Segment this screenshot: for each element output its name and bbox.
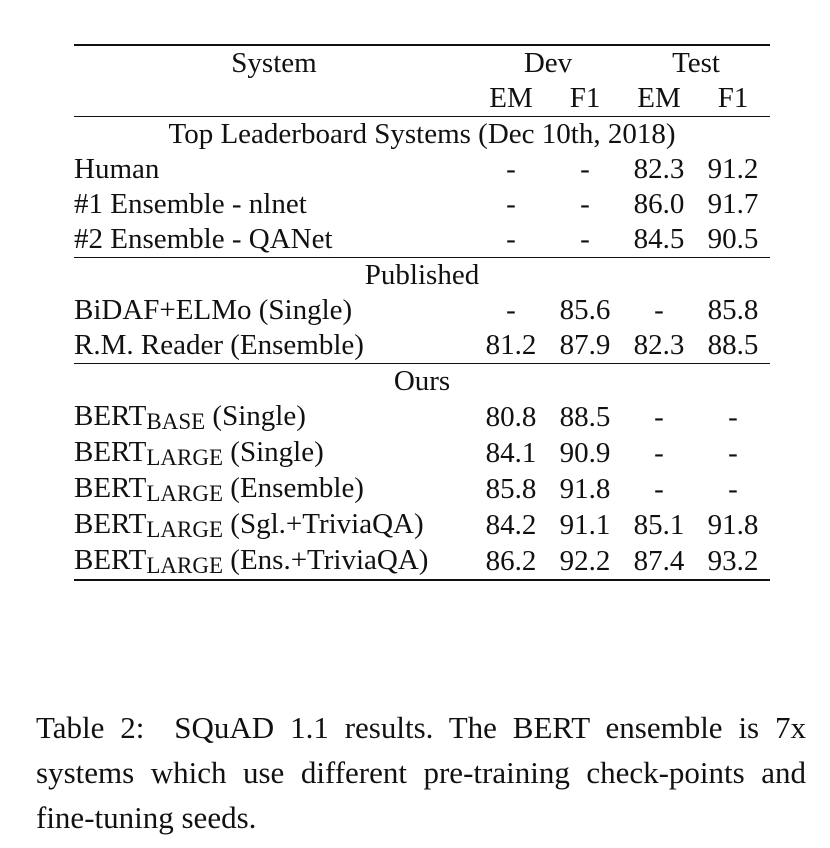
table-row — [74, 399, 770, 435]
system-name: #2 Ensemble - QANet — [74, 222, 474, 258]
test-em-value: 85.1 — [633, 508, 685, 541]
test-f1-value: 90.5 — [696, 222, 770, 258]
model-name: BERT — [74, 508, 147, 540]
test-f1-value: 91.7 — [707, 188, 759, 220]
section-title-row — [74, 117, 770, 153]
header-test-f1: F1 — [717, 82, 749, 114]
dev-f1-value: 92.2 — [548, 543, 622, 580]
dev-em-value: 81.2 — [474, 328, 548, 364]
test-f1-value: - — [728, 400, 738, 433]
dev-em-value: - — [506, 153, 516, 185]
dev-f1-value: 88.5 — [559, 400, 611, 433]
dev-em-value: - — [474, 222, 548, 258]
table-row — [74, 328, 770, 364]
test-f1-value: 93.2 — [696, 543, 770, 580]
test-em-value: - — [654, 436, 664, 469]
table-caption — [36, 705, 806, 840]
results-table-container — [74, 44, 770, 581]
header-dev-em: EM — [489, 82, 533, 114]
table-row — [74, 471, 770, 507]
table-row — [74, 435, 770, 471]
header-system: System — [74, 45, 474, 116]
test-em-value: 82.3 — [622, 328, 696, 364]
table-row — [74, 293, 770, 328]
test-f1-value: 88.5 — [696, 328, 770, 364]
model-size-subscript: LARGE — [146, 481, 224, 506]
model-variant: (Single) — [205, 400, 306, 432]
section-title-row — [74, 258, 770, 294]
caption-text: SQuAD 1.1 results. The BERT ensemble is 7x systems which use different pre-training check-points and fine-tuning seeds. — [36, 710, 807, 835]
dev-em-value: - — [506, 294, 516, 326]
header-row-top — [74, 45, 770, 81]
table-row — [74, 152, 770, 187]
dev-f1-value: - — [580, 153, 590, 185]
system-name — [74, 399, 474, 435]
dev-f1-value: 87.9 — [548, 328, 622, 364]
test-em-value: 82.3 — [633, 153, 685, 185]
test-f1-value: - — [728, 472, 738, 505]
model-name: BERT — [74, 472, 147, 504]
test-em-value: - — [654, 400, 664, 433]
system-name — [74, 471, 474, 507]
table-row — [74, 187, 770, 222]
dev-f1-value: 90.9 — [559, 436, 611, 469]
model-variant: (Ensemble) — [223, 472, 364, 504]
header-dev-f1: F1 — [569, 82, 601, 114]
system-name: Human — [74, 153, 160, 185]
test-f1-value: 85.8 — [707, 294, 759, 326]
dev-em-value: 84.1 — [485, 436, 537, 469]
dev-em-value: 86.2 — [474, 543, 548, 580]
test-em-value: 86.0 — [633, 188, 685, 220]
dev-f1-value: - — [580, 188, 590, 220]
model-variant: (Ens.+TriviaQA) — [223, 544, 429, 576]
header-dev: Dev — [474, 45, 622, 81]
squad-results-table — [74, 44, 770, 581]
section-title-published: Published — [364, 259, 480, 291]
dev-em-value: 85.8 — [485, 472, 537, 505]
header-test-em: EM — [637, 82, 681, 114]
test-f1-value: 91.2 — [707, 153, 759, 185]
dev-em-value: - — [506, 188, 516, 220]
dev-em-value: 84.2 — [485, 508, 537, 541]
system-name — [74, 543, 474, 580]
model-variant: (Sgl.+TriviaQA) — [223, 508, 424, 540]
dev-f1-value: 85.6 — [559, 294, 611, 326]
table-row — [74, 543, 770, 580]
header-test: Test — [622, 45, 770, 81]
section-title-row — [74, 364, 770, 400]
test-em-value: 84.5 — [622, 222, 696, 258]
system-name — [74, 435, 474, 471]
table-row — [74, 507, 770, 543]
dev-f1-value: - — [548, 222, 622, 258]
dev-f1-value: 91.8 — [559, 472, 611, 505]
section-title-ours: Ours — [393, 365, 451, 397]
test-f1-value: 91.8 — [707, 508, 759, 541]
test-em-value: 87.4 — [622, 543, 696, 580]
model-variant: (Single) — [223, 436, 324, 468]
model-size-subscript: BASE — [146, 409, 206, 434]
dev-em-value: 80.8 — [485, 400, 537, 433]
model-size-subscript: LARGE — [146, 445, 224, 470]
test-em-value: - — [654, 294, 664, 326]
dev-f1-value: 91.1 — [559, 508, 611, 541]
system-name: #1 Ensemble - nlnet — [74, 188, 307, 220]
table-row — [74, 222, 770, 258]
model-size-subscript: LARGE — [146, 553, 224, 578]
model-size-subscript: LARGE — [146, 517, 224, 542]
test-em-value: - — [654, 472, 664, 505]
section-title-leaderboard: Top Leaderboard Systems (Dec 10th, 2018) — [168, 118, 676, 150]
test-f1-value: - — [728, 436, 738, 469]
system-name: BiDAF+ELMo (Single) — [74, 294, 353, 326]
caption-label: Table 2: — [36, 710, 145, 745]
system-name: R.M. Reader (Ensemble) — [74, 328, 474, 364]
model-name: BERT — [74, 544, 147, 576]
model-name: BERT — [74, 436, 147, 468]
model-name: BERT — [74, 400, 147, 432]
system-name — [74, 507, 474, 543]
